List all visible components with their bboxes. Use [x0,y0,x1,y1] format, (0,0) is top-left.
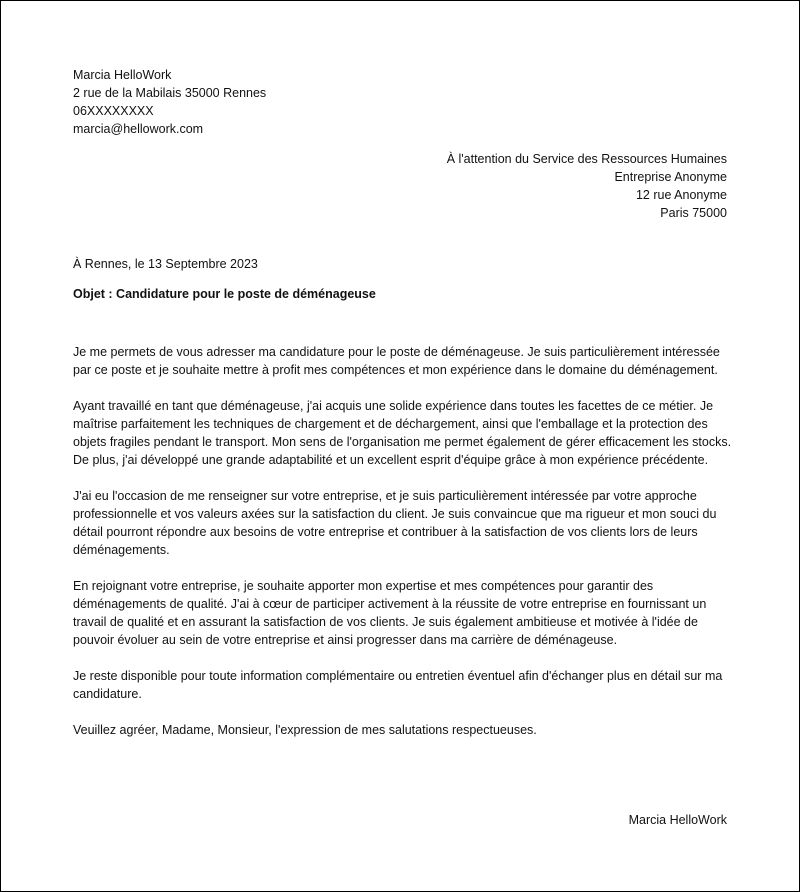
sender-name: Marcia HelloWork [73,68,172,82]
body-paragraph-intro: Je me permets de vous adresser ma candidature pour le poste de déménageuse. Je suis particulièrement intéressée par ce poste et je souhaite mettre à profit mes compétences et mon expérience dans le domaine du déménagement. [73,345,720,377]
body-paragraph-company: J'ai eu l'occasion de me renseigner sur votre entreprise, et je suis particulièrement intéressée par votre approche professionnelle et vos valeurs axées sur la satisfaction du client. Je suis convaincue que ma rigueur et mon souci du détail pourront répondre aux besoins de votre entreprise et contribuer à la satisfaction de vos clients lors de leurs déménagements. [73,489,717,557]
signature: Marcia HelloWork [628,813,727,827]
body-paragraph-experience: Ayant travaillé en tant que déménageuse, j'ai acquis une solide expérience dans toutes les facettes de ce métier. Je maîtrise parfaitement les techniques de chargement et de déchargement, ainsi que l'emballage et la protection des objets fragiles pendant le transport. Mon sens de l'organisation me permet également de gérer efficacement les stocks. De plus, j'ai développé une grande adaptabilité et un excellent esprit d'équipe grâce à mon expérience précédente. [73,399,732,467]
sender-address: 2 rue de la Mabilais 35000 Rennes [73,86,267,100]
recipient-attention: À l'attention du Service des Ressources Humaines [446,152,727,166]
date-line: À Rennes, le 13 Septembre 2023 [73,257,258,271]
recipient-block [447,150,727,222]
recipient-city: Paris 75000 [660,206,727,220]
sender-block [73,66,266,138]
letter-body [73,343,733,757]
sender-email: marcia@hellowork.com [73,122,204,136]
body-paragraph-availability: Je reste disponible pour toute information complémentaire ou entretien éventuel afin d'échanger plus en détail sur ma candidature. [73,669,723,701]
body-paragraph-closing: Veuillez agréer, Madame, Monsieur, l'expression de mes salutations respectueuses. [73,723,537,737]
recipient-street: 12 rue Anonyme [635,188,727,202]
body-paragraph-motivation: En rejoignant votre entreprise, je souhaite apporter mon expertise et mes compétences pour garantir des déménagements de qualité. J'ai à cœur de participer activement à la réussite de votre entreprise en fournissant un travail de qualité et en assurant la satisfaction de vos clients. Je suis également ambitieuse et motivée à l'idée de pouvoir évoluer au sein de votre entreprise et ainsi progresser dans ma carrière de déménageuse. [73,579,707,647]
subject-line: Objet : Candidature pour le poste de déménageuse [73,287,376,301]
recipient-company: Entreprise Anonyme [614,170,727,184]
sender-phone: 06XXXXXXXX [73,104,154,118]
